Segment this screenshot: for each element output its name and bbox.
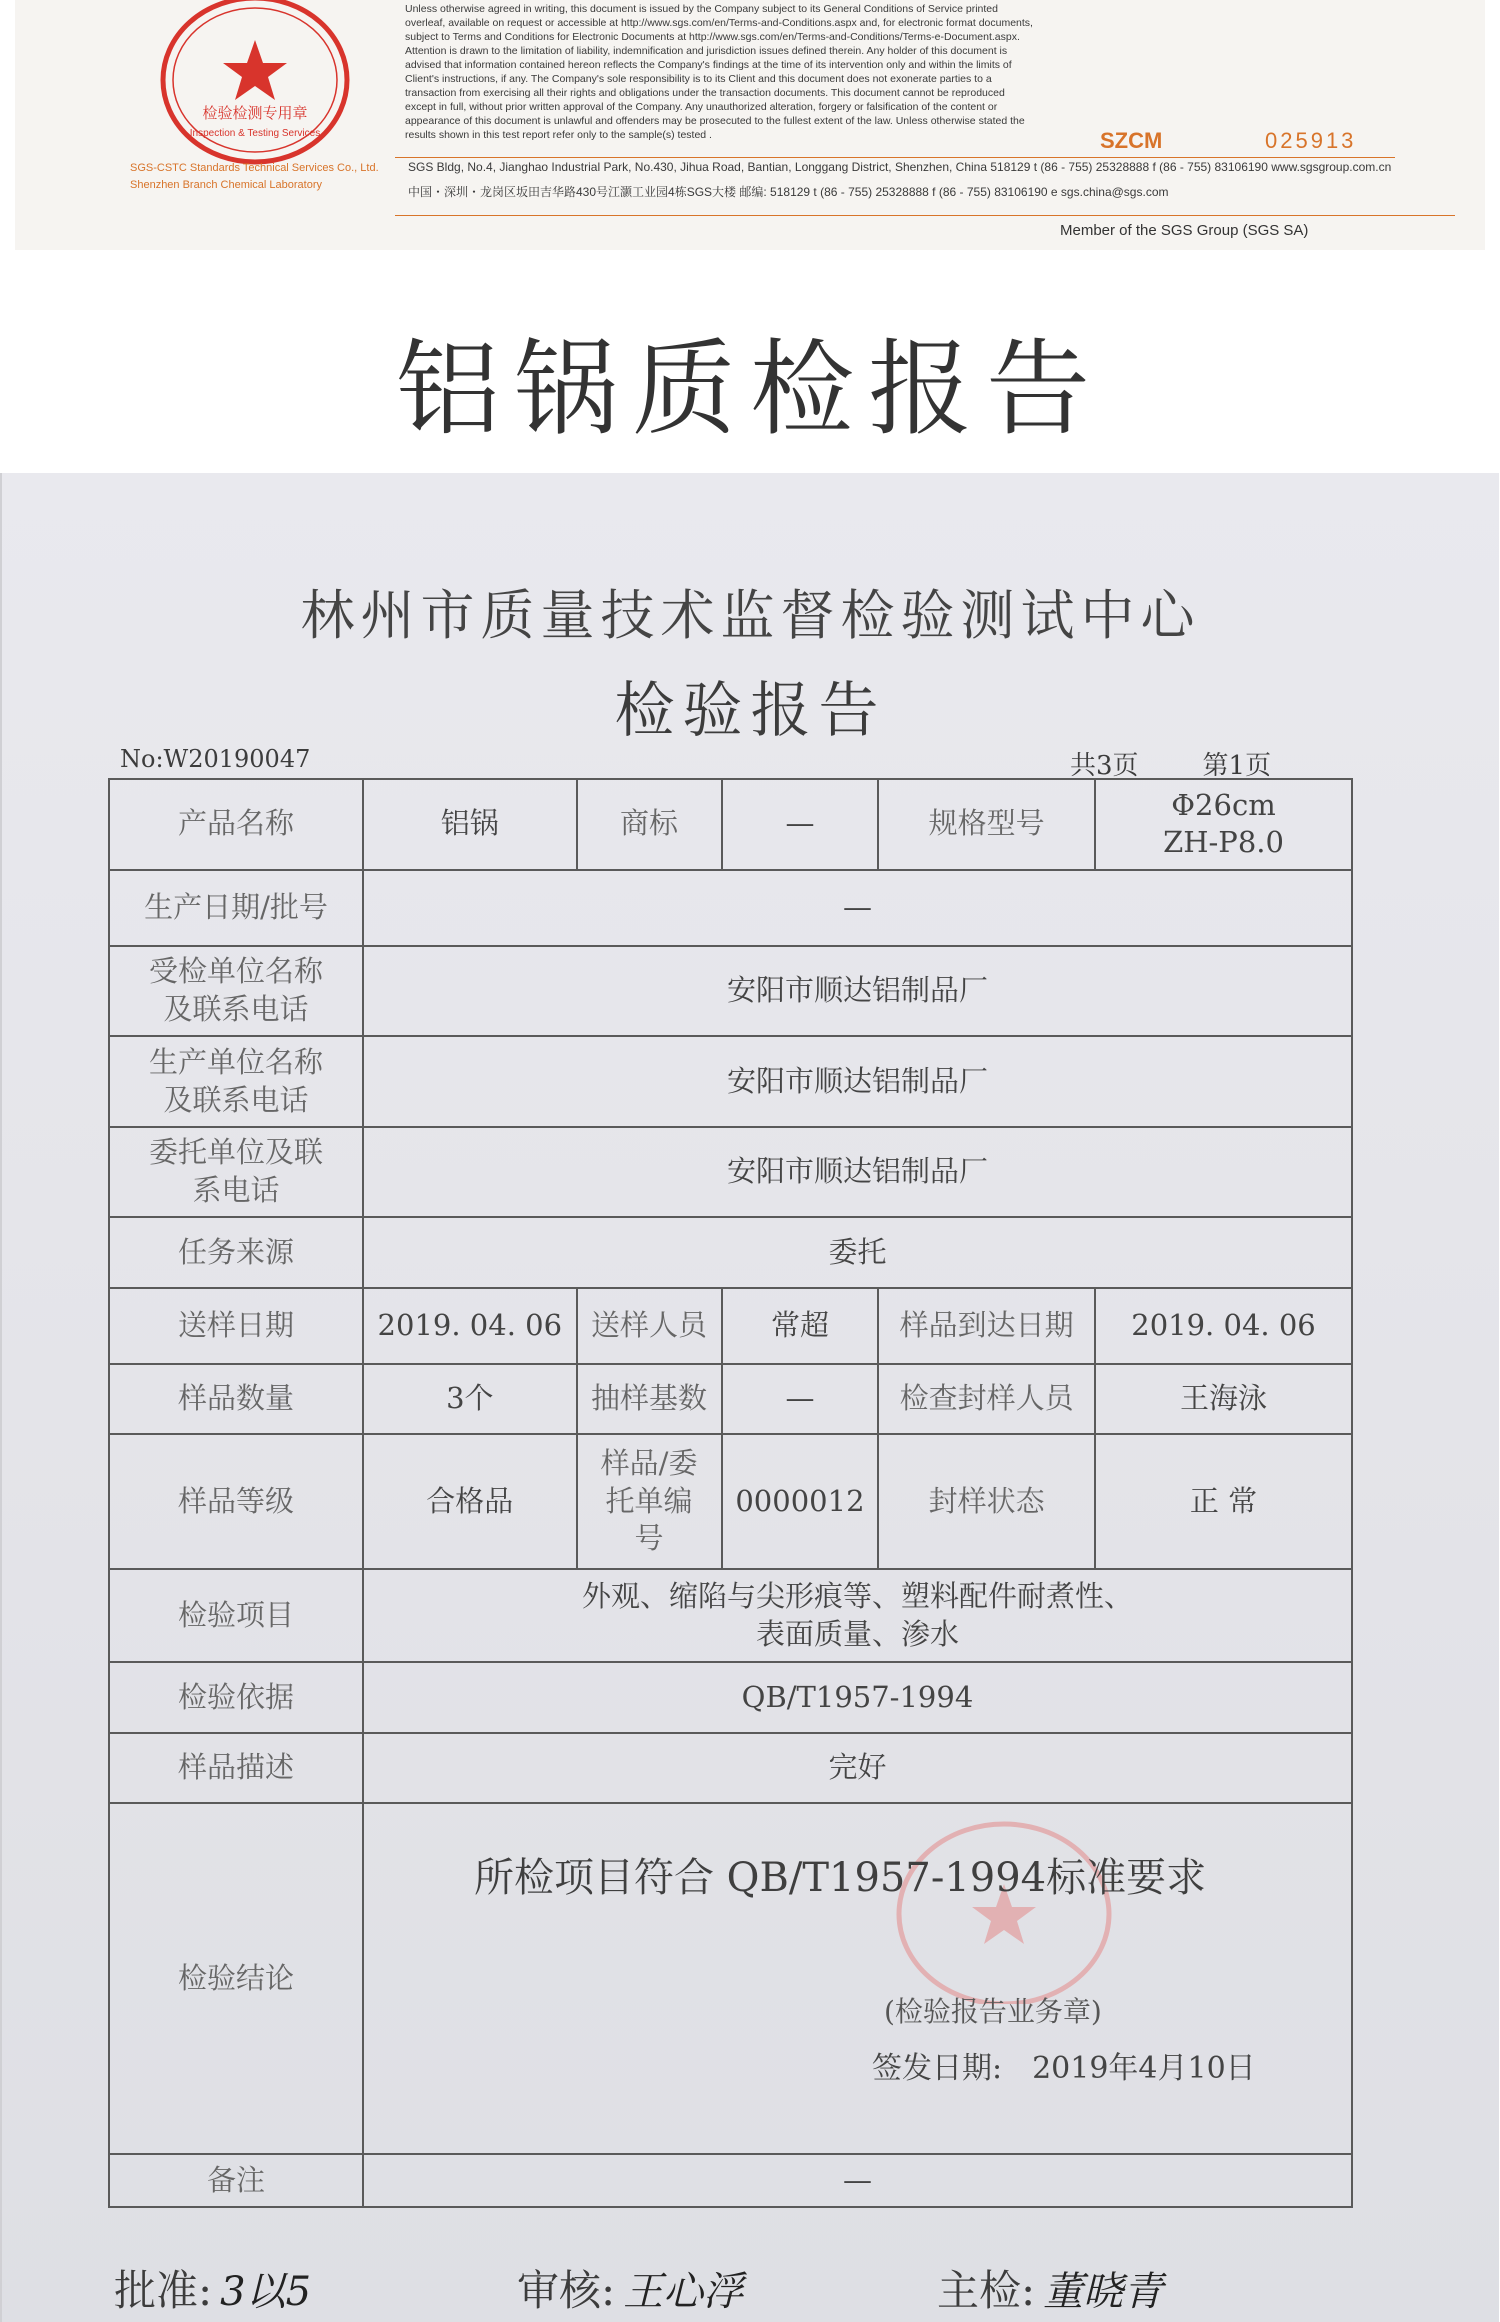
page-indicator [1070, 745, 1335, 782]
value-sampling-base: — [722, 1364, 879, 1434]
label-product-name: 产品名称 [109, 779, 363, 870]
table-row [109, 1569, 1352, 1663]
table-row [109, 1364, 1352, 1434]
address-english: SGS Bldg, No.4, Jianghao Industrial Park, No.430, Jihua Road, Bantian, Longgang District, Shenzhen, China 518129 t (86 - 755) 25328888 f (86 - 755) 83106190 www.sgsgroup.com.cn [408, 160, 1392, 174]
items-line: 表面质量、渗水 [755, 1616, 959, 1651]
member-line: Member of the SGS Group (SGS SA) [1060, 222, 1309, 239]
document-number: 025913 [1265, 128, 1357, 153]
seal-subtext: Inspection & Testing Services [189, 128, 321, 139]
lab-name-line: SGS-CSTC Standards Technical Services Co., Ltd. [130, 162, 379, 174]
seal-note: (检验报告业务章) [883, 1994, 1102, 2028]
value-remarks: — [363, 2154, 1352, 2207]
chief-label: 主检: [937, 2266, 1036, 2315]
disclaimer-line: results shown in this test report refer only to the sample(s) tested . [405, 129, 712, 141]
disclaimer-line: transaction from exercising all their rights and obligations under the transaction documents. This document cannot be reproduced [405, 87, 1005, 99]
label-remarks: 备注 [109, 2154, 363, 2207]
table-row [109, 1217, 1352, 1287]
label-spec: 规格型号 [878, 779, 1095, 870]
value-conclusion [363, 1803, 1352, 2154]
items-line: 外观、缩陷与尖形痕等、塑料配件耐煮性、 [581, 1578, 1133, 1613]
value-quantity: 3个 [363, 1364, 577, 1434]
disclaimer-line: Attention is drawn to the limitation of liability, indemnification and jurisdiction issues defined therein. Any holder of this document is [405, 45, 1008, 57]
disclaimer-line: appearance of this document is unlawful and offenders may be prosecuted to the fullest extent of the law. Unless otherwise stated the [405, 115, 1025, 127]
report-stamp-icon [884, 1804, 1124, 2004]
conclusion-text: 所检项目符合 QB/T1957-1994标准要求 [473, 1854, 1207, 1901]
page-title: 铝锅质检报告 [395, 328, 1104, 450]
value-product-name: 铝锅 [363, 779, 577, 870]
label-conclusion: 检验结论 [109, 1803, 363, 2154]
label-line: 生产单位名称 [148, 1044, 323, 1079]
issue-date [872, 2049, 1256, 2088]
value-batch: — [363, 870, 1352, 946]
page-current: 第1页 [1202, 751, 1272, 781]
label-sampling-base: 抽样基数 [577, 1364, 722, 1434]
lab-name [130, 160, 379, 194]
table-row [109, 1036, 1352, 1127]
value-items [363, 1569, 1352, 1663]
table-row [109, 1662, 1352, 1732]
label-sender: 送样人员 [577, 1288, 722, 1364]
table-row [109, 779, 1352, 870]
pages-total: 共3页 [1070, 751, 1139, 781]
table-row [109, 1127, 1352, 1218]
label-line: 及联系电话 [163, 1082, 309, 1117]
label-line: 及联系电话 [163, 991, 309, 1026]
value-inspected-unit: 安阳市顺达铝制品厂 [363, 946, 1352, 1037]
value-arrival-date: 2019. 04. 06 [1095, 1288, 1352, 1364]
value-description: 完好 [363, 1733, 1352, 1803]
label-line: 样品/委 [600, 1445, 698, 1480]
issue-date-label: 签发日期: [871, 2050, 1003, 2086]
value-brand: — [722, 779, 879, 870]
value-sender: 常超 [722, 1288, 879, 1364]
review-label: 审核: [517, 2266, 616, 2315]
label-inspected-unit [109, 946, 363, 1037]
office-code: SZCM [1100, 128, 1163, 153]
label-grade: 样品等级 [109, 1434, 363, 1569]
label-sealer: 检查封样人员 [878, 1364, 1095, 1434]
disclaimer-line: Client's instructions, if any. The Company's sole responsibility is to its Client and this document does not exonerate parties to a [405, 73, 992, 85]
label-task-source: 任务来源 [109, 1217, 363, 1287]
table-row [109, 870, 1352, 946]
sgs-certificate-strip [15, 0, 1485, 250]
label-line: 托单编 [605, 1483, 693, 1518]
address-chinese: 中国・深圳・龙岗区坂田吉华路430号江灏工业园4栋SGS大楼 邮编: 518129 t (86 - 755) 25328888 f (86 - 755) 83106190 e sgs.china@sgs.com [408, 185, 1169, 199]
table-row [109, 1434, 1352, 1569]
label-line: 号 [634, 1521, 664, 1556]
table-row [109, 1733, 1352, 1803]
value-client: 安阳市顺达铝制品厂 [363, 1127, 1352, 1218]
disclaimer-line: Unless otherwise agreed in writing, this document is issued by the Company subject to its General Conditions of Service printed [405, 3, 998, 15]
label-arrival-date: 样品到达日期 [878, 1288, 1095, 1364]
report-organization: 林州市质量技术监督检验测试中心 [300, 584, 1201, 647]
inspection-report-scan [0, 473, 1499, 2322]
label-line: 委托单位及联 [148, 1135, 323, 1170]
value-send-date: 2019. 04. 06 [363, 1288, 577, 1364]
spec-line: Φ26cm [1171, 787, 1276, 822]
approve-handwriting: 3以5 [220, 2269, 312, 2315]
table-row [109, 2154, 1352, 2207]
label-batch: 生产日期/批号 [109, 870, 363, 946]
report-table [108, 778, 1353, 2208]
label-quantity: 样品数量 [109, 1364, 363, 1434]
divider [395, 215, 1455, 216]
value-task-source: 委托 [363, 1217, 1352, 1287]
sgs-red-seal-icon [140, 0, 370, 180]
value-grade: 合格品 [363, 1434, 577, 1569]
report-number: No:W20190047 [120, 745, 311, 773]
label-line: 受检单位名称 [148, 954, 323, 989]
seal-text: 检验检测专用章 [202, 104, 308, 122]
lab-name-line: Shenzhen Branch Chemical Laboratory [130, 179, 323, 191]
terms-disclaimer [405, 2, 1365, 142]
disclaimer-line: subject to Terms and Conditions for Electronic Documents at http://www.sgs.com/en/Terms-and-Conditions/Terms-e-Document.aspx. [405, 31, 1020, 43]
value-order-number: 0000012 [722, 1434, 879, 1569]
value-basis: QB/T1957-1994 [363, 1662, 1352, 1732]
approve-label: 批准: [114, 2266, 213, 2315]
disclaimer-line: overleaf, available on request or accessible at http://www.sgs.com/en/Terms-and-Conditions.aspx and, for electronic format documents, [405, 17, 1033, 29]
table-row [109, 946, 1352, 1037]
label-seal-state: 封样状态 [878, 1434, 1095, 1569]
value-producer: 安阳市顺达铝制品厂 [363, 1036, 1352, 1127]
chief-handwriting: 董晓青 [1043, 2269, 1164, 2315]
label-producer [109, 1036, 363, 1127]
reviewer-signature [517, 2258, 743, 2318]
table-row [109, 1288, 1352, 1364]
divider [395, 157, 1395, 158]
approver-signature [114, 2258, 311, 2318]
label-description: 样品描述 [109, 1733, 363, 1803]
table-row [109, 1803, 1352, 2154]
issue-date-value: 2019年4月10日 [1032, 2050, 1256, 2086]
report-title: 检验报告 [614, 676, 887, 746]
value-sealer: 王海泳 [1095, 1364, 1352, 1434]
value-spec [1095, 779, 1352, 870]
value-seal-state: 正 常 [1095, 1434, 1352, 1569]
chief-inspector-signature [937, 2258, 1163, 2318]
spec-line: ZH-P8.0 [1163, 825, 1284, 860]
label-line: 系电话 [192, 1173, 280, 1208]
label-order-number [577, 1434, 722, 1569]
disclaimer-line: advised that information contained hereon reflects the Company's findings at the time of its intervention only and within the limits of [405, 59, 1012, 71]
review-handwriting: 王心浮 [623, 2269, 744, 2315]
label-items: 检验项目 [109, 1569, 363, 1663]
disclaimer-line: except in full, without prior written approval of the Company. Any unauthorized alteration, forgery or falsification of the content or [405, 101, 998, 113]
label-client [109, 1127, 363, 1218]
label-send-date: 送样日期 [109, 1288, 363, 1364]
label-brand: 商标 [577, 779, 722, 870]
label-basis: 检验依据 [109, 1662, 363, 1732]
